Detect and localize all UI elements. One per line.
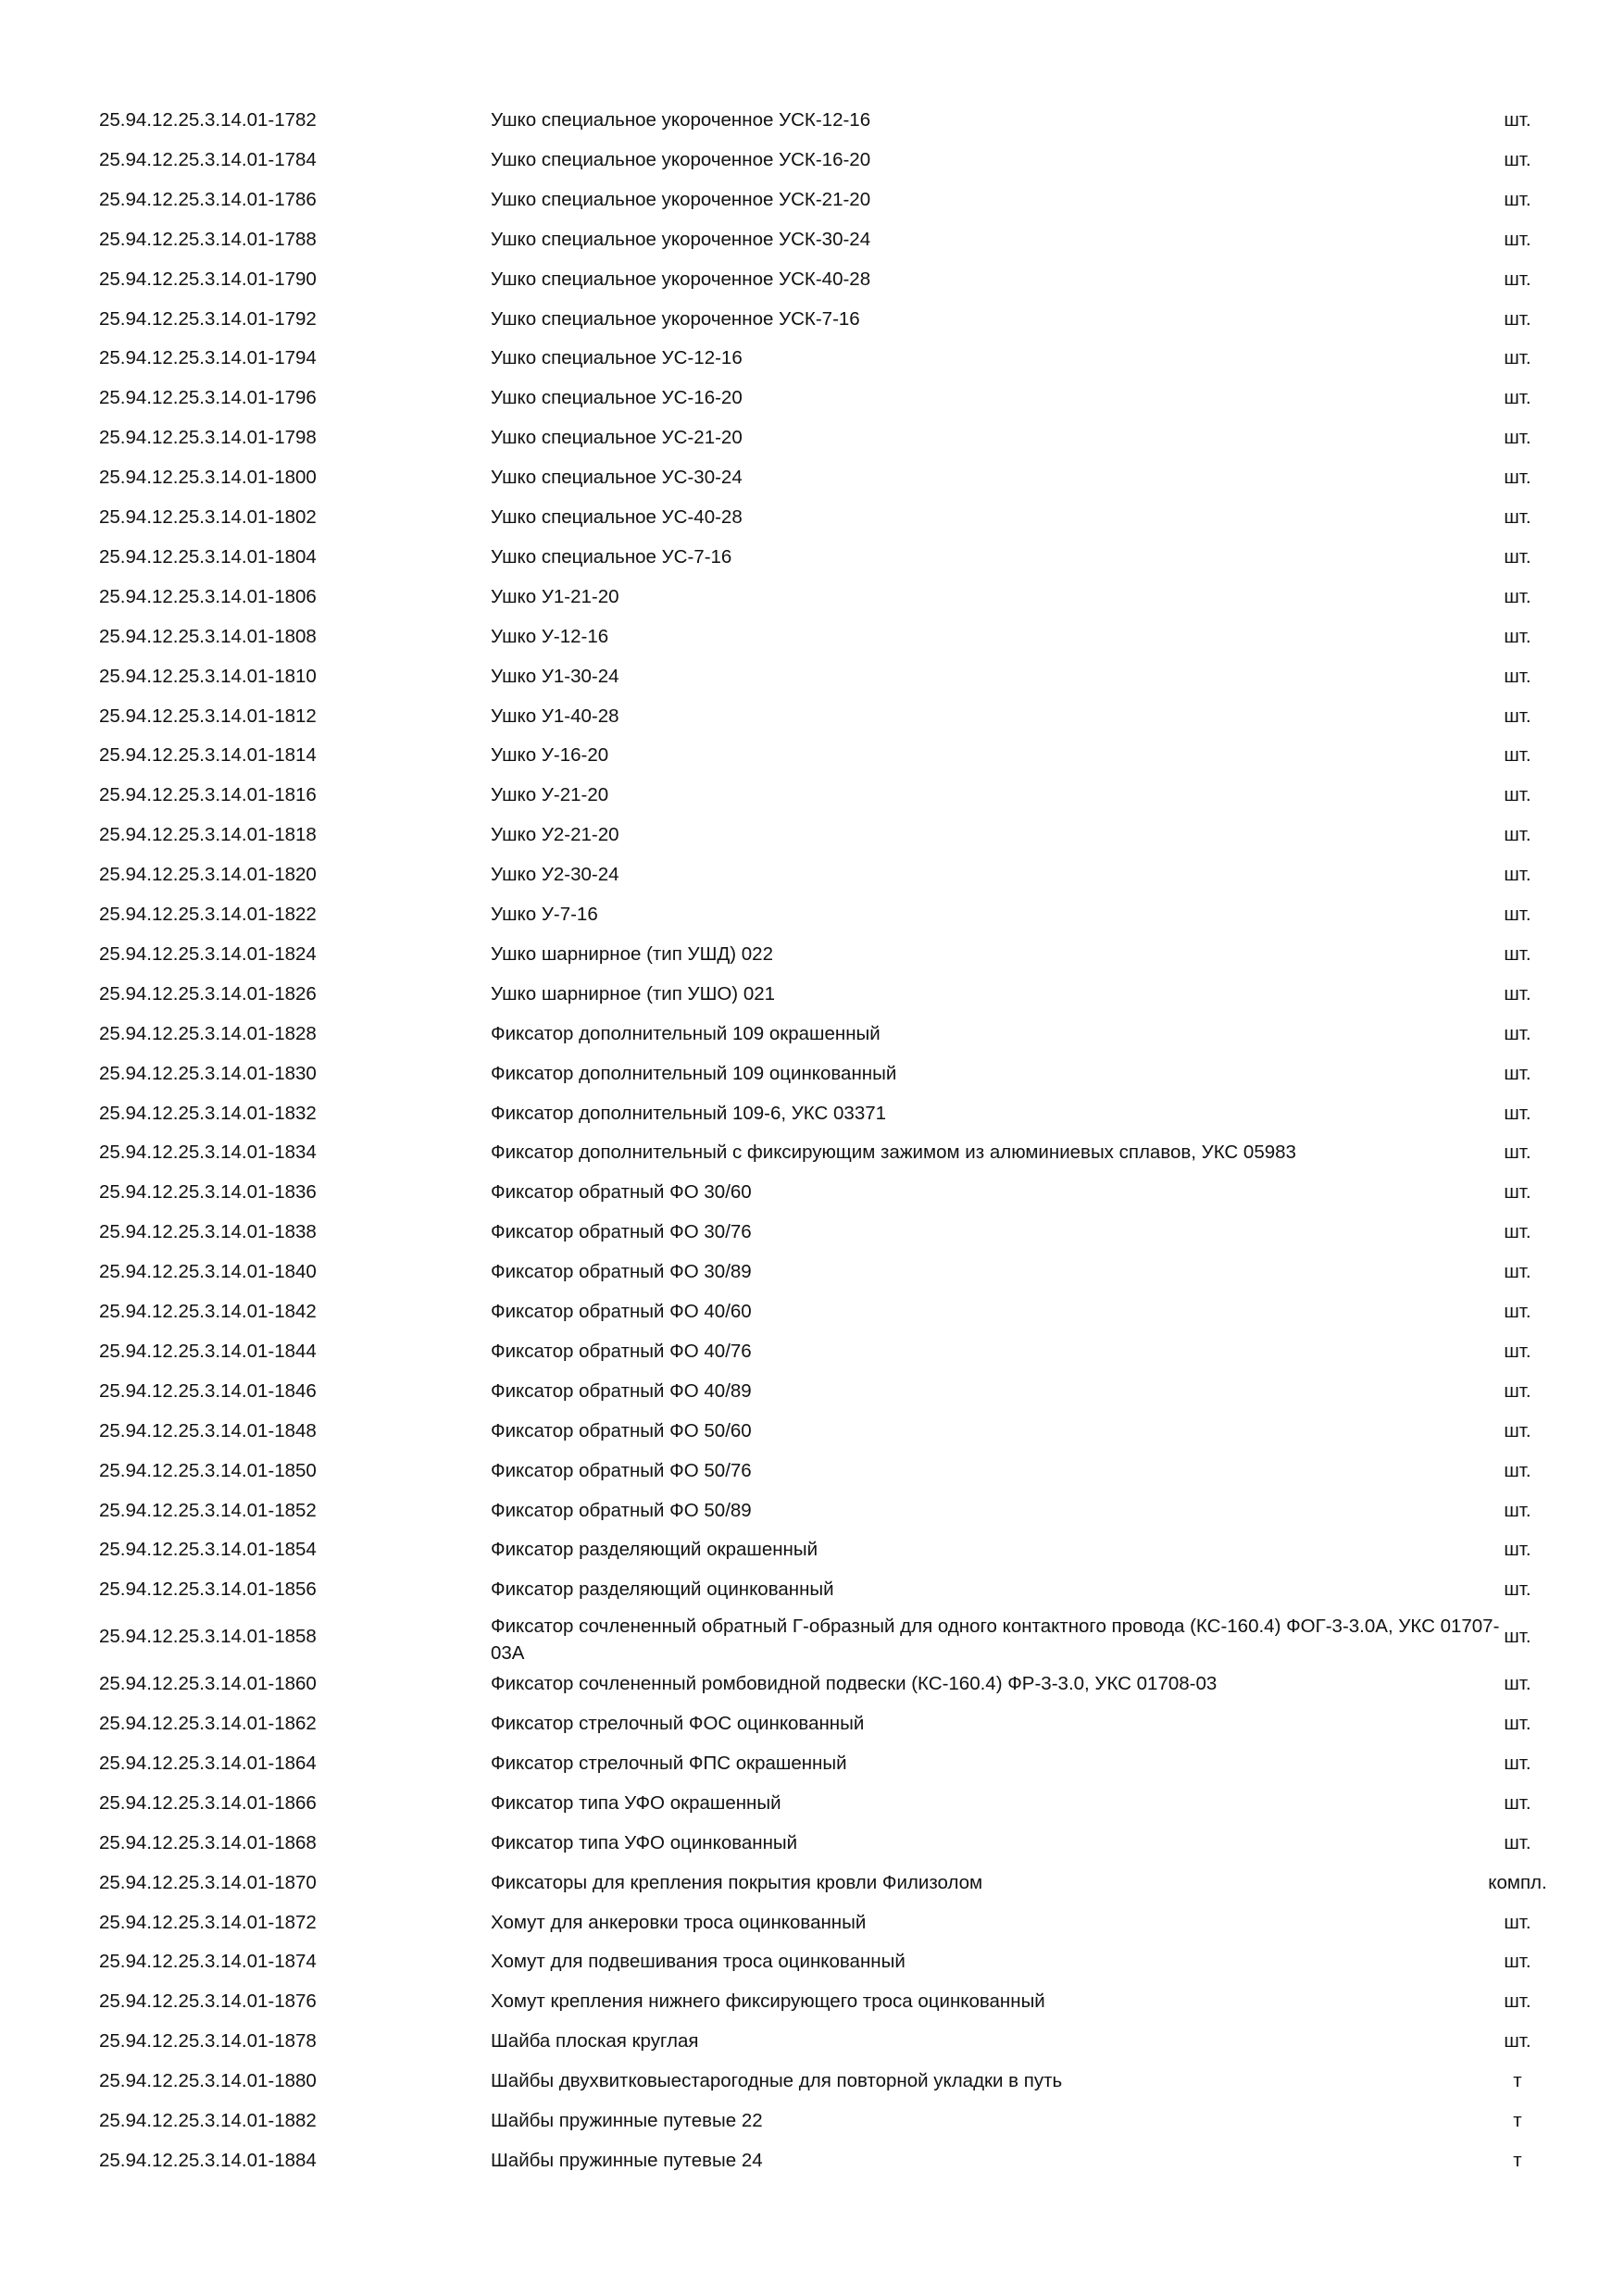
item-unit: шт. [1504,982,1531,1004]
item-name: Фиксатор обратный ФО 40/60 [491,1301,752,1322]
item-name: Ушко У1-30-24 [491,665,619,687]
item-unit: шт. [1504,228,1531,250]
item-code: 25.94.12.25.3.14.01-1870 [99,1871,317,1893]
item-name: Фиксатор типа УФО окрашенный [491,1791,781,1814]
item-unit: шт. [1504,824,1531,846]
item-unit: шт. [1504,864,1531,886]
item-code: 25.94.12.25.3.14.01-1864 [99,1752,317,1774]
item-name: Ушко У-16-20 [491,744,609,767]
item-unit: шт. [1504,1713,1531,1734]
item-code: 25.94.12.25.3.14.01-1792 [99,307,317,330]
item-unit: шт. [1504,307,1531,330]
item-code: 25.94.12.25.3.14.01-1880 [99,2070,317,2092]
item-code: 25.94.12.25.3.14.01-1846 [99,1379,317,1402]
item-unit: шт. [1504,1673,1531,1695]
item-name: Ушко У2-21-20 [491,824,619,846]
item-code: 25.94.12.25.3.14.01-1884 [99,2149,317,2171]
item-code: 25.94.12.25.3.14.01-1824 [99,942,317,965]
item-name: Ушко специальное укороченное УСК-21-20 [491,188,871,210]
item-code: 25.94.12.25.3.14.01-1852 [99,1499,317,1521]
item-code: 25.94.12.25.3.14.01-1844 [99,1340,317,1362]
item-code: 25.94.12.25.3.14.01-1806 [99,585,317,607]
item-name: Фиксатор стрелочный ФПС окрашенный [491,1752,847,1774]
item-unit: шт. [1504,1062,1531,1084]
item-code: 25.94.12.25.3.14.01-1872 [99,1911,317,1933]
item-unit: шт. [1504,625,1531,647]
item-code: 25.94.12.25.3.14.01-1810 [99,665,317,687]
item-unit: шт. [1504,467,1531,489]
item-code: 25.94.12.25.3.14.01-1804 [99,545,317,568]
item-code: 25.94.12.25.3.14.01-1782 [99,109,317,131]
item-code: 25.94.12.25.3.14.01-1790 [99,268,317,290]
item-code: 25.94.12.25.3.14.01-1866 [99,1791,317,1814]
item-code: 25.94.12.25.3.14.01-1868 [99,1831,317,1853]
item-unit: шт. [1504,188,1531,210]
item-unit: шт. [1504,347,1531,369]
item-code: 25.94.12.25.3.14.01-1820 [99,864,317,886]
item-unit: шт. [1504,427,1531,449]
item-name: Ушко специальное УС-12-16 [491,347,743,369]
item-unit: т [1513,2110,1522,2131]
item-code: 25.94.12.25.3.14.01-1808 [99,625,317,647]
item-name: Ушко шарнирное (тип УШО) 021 [491,982,776,1004]
item-code: 25.94.12.25.3.14.01-1850 [99,1459,317,1481]
item-unit: т [1513,2149,1522,2171]
item-code: 25.94.12.25.3.14.01-1802 [99,506,317,528]
item-unit: шт. [1504,1340,1531,1362]
item-code: 25.94.12.25.3.14.01-1860 [99,1673,317,1695]
item-name: Фиксатор обратный ФО 50/89 [491,1499,752,1521]
item-name: Фиксатор обратный ФО 30/76 [491,1221,752,1243]
item-name: Ушко специальное укороченное УСК-16-20 [491,148,871,170]
item-name: Шайбы двухвитковыестарогодные для повторной укладки в путь [491,2070,1063,2092]
item-code: 25.94.12.25.3.14.01-1878 [99,2030,317,2053]
item-code: 25.94.12.25.3.14.01-1848 [99,1419,317,1441]
item-name: Фиксатор разделяющий оцинкованный [491,1578,834,1601]
item-unit: шт. [1504,109,1531,131]
item-name: Хомут для подвешивания троса оцинкованный [491,1951,906,1973]
item-name: Фиксатор обратный ФО 50/60 [491,1419,752,1441]
item-name: Хомут для анкеровки троса оцинкованный [491,1911,867,1933]
item-unit: шт. [1504,942,1531,965]
item-name: Фиксатор дополнительный 109 окрашенный [491,1022,881,1044]
item-unit: шт. [1504,1379,1531,1402]
item-unit: шт. [1504,1911,1531,1933]
item-name: Фиксатор сочлененный ромбовидной подвески (КС-160.4) ФР-3-3.0, УКС 01708-03 [491,1673,1218,1695]
item-unit: шт. [1504,1459,1531,1481]
item-name: Фиксатор обратный ФО 50/76 [491,1459,752,1481]
item-unit: шт. [1504,1221,1531,1243]
item-name: Фиксатор типа УФО оцинкованный [491,1831,798,1853]
item-unit: шт. [1504,1142,1531,1164]
item-name: Фиксатор обратный ФО 40/76 [491,1340,752,1362]
item-code: 25.94.12.25.3.14.01-1784 [99,148,317,170]
item-name: Ушко специальное УС-16-20 [491,387,743,409]
item-name: Ушко специальное укороченное УСК-30-24 [491,228,871,250]
item-name: Фиксатор сочлененный обратный Г-образный для одного контактного провода (КС-160.4) ФОГ-3-3.0А, УКС 01707-03А [491,1616,1500,1665]
item-code: 25.94.12.25.3.14.01-1832 [99,1102,317,1124]
item-unit: компл. [1488,1871,1547,1893]
item-name: Ушко специальное УС-40-28 [491,506,743,528]
item-unit: шт. [1504,1181,1531,1204]
item-code: 25.94.12.25.3.14.01-1814 [99,744,317,767]
item-unit: шт. [1504,148,1531,170]
item-name: Шайба плоская круглая [491,2030,699,2053]
item-unit: шт. [1504,1578,1531,1601]
item-code: 25.94.12.25.3.14.01-1796 [99,387,317,409]
item-unit: шт. [1504,784,1531,806]
item-unit: шт. [1504,387,1531,409]
item-unit: шт. [1504,1499,1531,1521]
item-code: 25.94.12.25.3.14.01-1818 [99,824,317,846]
item-name: Фиксатор обратный ФО 30/89 [491,1261,752,1283]
item-unit: шт. [1504,744,1531,767]
item-unit: шт. [1504,1831,1531,1853]
item-name: Ушко специальное укороченное УСК-40-28 [491,268,871,290]
item-unit: шт. [1504,585,1531,607]
item-unit: шт. [1504,1752,1531,1774]
item-unit: шт. [1504,1261,1531,1283]
item-code: 25.94.12.25.3.14.01-1812 [99,705,317,727]
item-unit: шт. [1504,268,1531,290]
item-code: 25.94.12.25.3.14.01-1786 [99,188,317,210]
item-name: Фиксатор дополнительный 109-6, УКС 03371 [491,1102,887,1124]
item-unit: шт. [1504,2030,1531,2053]
item-name: Ушко У-7-16 [491,904,598,925]
item-name: Хомут крепления нижнего фиксирующего троса оцинкованный [491,1990,1045,2013]
item-name: Ушко У1-40-28 [491,705,619,727]
item-unit: шт. [1504,1990,1531,2013]
item-unit: шт. [1504,904,1531,925]
item-code: 25.94.12.25.3.14.01-1830 [99,1062,317,1084]
item-code: 25.94.12.25.3.14.01-1854 [99,1539,317,1561]
item-unit: шт. [1504,506,1531,528]
item-name: Ушко У-12-16 [491,625,609,647]
item-unit: шт. [1504,705,1531,727]
item-code: 25.94.12.25.3.14.01-1794 [99,347,317,369]
item-name: Ушко специальное укороченное УСК-12-16 [491,109,871,131]
item-code: 25.94.12.25.3.14.01-1876 [99,1990,317,2013]
item-unit: шт. [1504,1301,1531,1322]
item-unit: шт. [1504,1022,1531,1044]
item-name: Ушко специальное УС-7-16 [491,545,732,568]
item-code: 25.94.12.25.3.14.01-1798 [99,427,317,449]
item-code: 25.94.12.25.3.14.01-1840 [99,1261,317,1283]
item-name: Ушко шарнирное (тип УШД) 022 [491,942,773,965]
item-name: Ушко специальное УС-21-20 [491,427,743,449]
item-code: 25.94.12.25.3.14.01-1858 [99,1626,317,1648]
item-unit: шт. [1504,1102,1531,1124]
item-name: Ушко У1-21-20 [491,585,619,607]
item-code: 25.94.12.25.3.14.01-1788 [99,228,317,250]
item-code: 25.94.12.25.3.14.01-1874 [99,1951,317,1973]
item-unit: шт. [1504,1539,1531,1561]
item-code: 25.94.12.25.3.14.01-1828 [99,1022,317,1044]
item-name: Фиксатор дополнительный с фиксирующим зажимом из алюминиевых сплавов, УКС 05983 [491,1142,1296,1164]
item-unit: шт. [1504,1626,1531,1648]
item-unit: шт. [1504,545,1531,568]
item-name: Ушко У-21-20 [491,784,609,806]
item-unit: шт. [1504,1951,1531,1973]
item-name: Шайбы пружинные путевые 22 [491,2110,763,2131]
item-code: 25.94.12.25.3.14.01-1822 [99,904,317,925]
item-code: 25.94.12.25.3.14.01-1842 [99,1301,317,1322]
item-code: 25.94.12.25.3.14.01-1834 [99,1142,317,1164]
item-code: 25.94.12.25.3.14.01-1816 [99,784,317,806]
item-code: 25.94.12.25.3.14.01-1856 [99,1578,317,1601]
item-name: Фиксатор обратный ФО 40/89 [491,1379,752,1402]
item-name: Фиксатор разделяющий окрашенный [491,1539,818,1561]
item-code: 25.94.12.25.3.14.01-1836 [99,1181,317,1204]
item-name: Фиксатор обратный ФО 30/60 [491,1181,752,1204]
item-code: 25.94.12.25.3.14.01-1862 [99,1713,317,1734]
item-unit: шт. [1504,1419,1531,1441]
item-code: 25.94.12.25.3.14.01-1838 [99,1221,317,1243]
item-name: Фиксаторы для крепления покрытия кровли Филизолом [491,1871,983,1893]
item-code: 25.94.12.25.3.14.01-1826 [99,982,317,1004]
item-name: Шайбы пружинные путевые 24 [491,2149,763,2171]
item-name: Ушко специальное УС-30-24 [491,467,743,489]
item-unit: шт. [1504,665,1531,687]
item-name: Ушко специальное укороченное УСК-7-16 [491,307,860,330]
item-code: 25.94.12.25.3.14.01-1800 [99,467,317,489]
item-code: 25.94.12.25.3.14.01-1882 [99,2110,317,2131]
item-name: Ушко У2-30-24 [491,864,619,886]
item-name: Фиксатор дополнительный 109 оцинкованный [491,1062,897,1084]
item-name: Фиксатор стрелочный ФОС оцинкованный [491,1713,865,1734]
item-unit: т [1513,2070,1522,2092]
item-unit: шт. [1504,1791,1531,1814]
